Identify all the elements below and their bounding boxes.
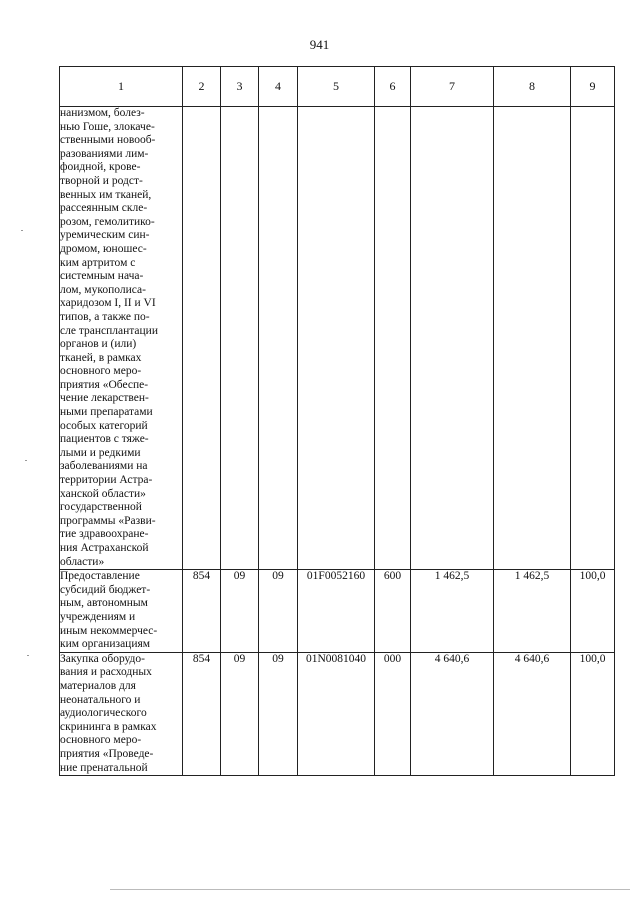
col-header-4: 4: [259, 67, 298, 107]
col-header-5: 5: [298, 67, 375, 107]
cell-col-7: [411, 107, 494, 570]
description-line: заболеваниями на: [60, 460, 148, 473]
description-line: системным нача-: [60, 270, 144, 283]
description-line: разованиями лим-: [60, 147, 149, 160]
description-line: творной и родст-: [60, 174, 143, 187]
description-line: неонатального и: [60, 693, 141, 706]
description-line: основного меро-: [60, 734, 142, 747]
cell-col-2: 854: [183, 570, 221, 653]
cell-col-8: 4 640,6: [494, 652, 571, 775]
col-header-6: 6: [375, 67, 411, 107]
cell-col-5: [298, 107, 375, 570]
description-line: приятия «Проведе-: [60, 747, 154, 760]
description-line: субсидий бюджет-: [60, 583, 151, 596]
description-line: иным некоммерчес-: [60, 624, 158, 637]
description-line: вания и расходных: [60, 666, 152, 679]
description-line: лыми и редкими: [60, 446, 141, 459]
description-line: ным, автономным: [60, 597, 148, 610]
description-line: аудиологического: [60, 707, 147, 720]
col-header-3: 3: [221, 67, 259, 107]
description-line: государственной: [60, 501, 142, 514]
description-line: учреждениям и: [60, 610, 136, 623]
cell-col-7: 4 640,6: [411, 652, 494, 775]
scan-speck: [21, 230, 23, 231]
description-line: материалов для: [60, 679, 136, 692]
description-line: ние пренатальной: [60, 761, 148, 774]
cell-col-4: 09: [259, 652, 298, 775]
cell-col-2: 854: [183, 652, 221, 775]
cell-col-5: 01N0081040: [298, 652, 375, 775]
cell-col-9: [571, 107, 615, 570]
description-line: нанизмом, болез-: [60, 107, 145, 119]
description-line: сле трансплантации: [60, 324, 158, 337]
col-header-7: 7: [411, 67, 494, 107]
table-row: [60, 107, 615, 570]
description-line: чение лекарствен-: [60, 392, 149, 405]
description-line: органов и (или): [60, 338, 137, 351]
description-line: лом, мукополиса-: [60, 283, 146, 296]
bottom-rule: [110, 889, 630, 890]
description-line: нью Гоше, злокаче-: [60, 120, 155, 133]
description-line: уремическим син-: [60, 229, 150, 242]
description-line: ким артритом с: [60, 256, 136, 269]
cell-col-2: [183, 107, 221, 570]
row-description: [60, 652, 183, 775]
cell-col-6: [375, 107, 411, 570]
cell-col-6: 000: [375, 652, 411, 775]
description-line: территории Астра-: [60, 474, 153, 487]
page-number: 941: [309, 37, 330, 52]
description-line: харидозом I, II и VI: [60, 297, 156, 310]
scan-speck: [25, 460, 27, 461]
cell-col-5: 01F0052160: [298, 570, 375, 653]
cell-col-9: 100,0: [571, 570, 615, 653]
table-row: [60, 570, 615, 653]
row-description: [60, 107, 183, 570]
col-header-1: 1: [60, 67, 183, 107]
description-line: фоидной, крове-: [60, 161, 141, 174]
header-row: [60, 67, 615, 107]
description-line: венных им тканей,: [60, 188, 152, 201]
cell-col-4: 09: [259, 570, 298, 653]
row-description: [60, 570, 183, 653]
cell-col-9: 100,0: [571, 652, 615, 775]
cell-col-3: [221, 107, 259, 570]
description-line: основного меро-: [60, 365, 142, 378]
budget-table: [59, 66, 615, 776]
description-line: типов, а также по-: [60, 310, 150, 323]
description-line: Закупка оборудо-: [60, 652, 145, 665]
cell-col-7: 1 462,5: [411, 570, 494, 653]
description-line: дромом, юношес-: [60, 242, 147, 255]
col-header-8: 8: [494, 67, 571, 107]
description-line: пациентов с тяже-: [60, 433, 149, 446]
cell-col-8: [494, 107, 571, 570]
cell-col-3: 09: [221, 652, 259, 775]
description-line: тканей, в рамках: [60, 351, 142, 364]
description-line: области»: [60, 555, 105, 568]
description-line: скрининга в рамках: [60, 720, 157, 733]
col-header-9: 9: [571, 67, 615, 107]
description-line: ственными новооб-: [60, 134, 156, 147]
description-line: ханской области»: [60, 487, 146, 500]
cell-col-4: [259, 107, 298, 570]
table-row: [60, 652, 615, 775]
description-line: Предоставление: [60, 570, 140, 583]
cell-col-8: 1 462,5: [494, 570, 571, 653]
scan-speck: [27, 655, 29, 656]
description-line: особых категорий: [60, 419, 148, 432]
description-line: программы «Разви-: [60, 514, 156, 527]
description-line: ким организациям: [60, 638, 151, 651]
description-line: приятия «Обеспе-: [60, 378, 149, 391]
cell-col-6: 600: [375, 570, 411, 653]
col-header-2: 2: [183, 67, 221, 107]
description-line: тие здравоохране-: [60, 528, 149, 541]
description-line: ными препаратами: [60, 406, 153, 419]
description-line: ния Астраханской: [60, 542, 149, 554]
description-line: розом, гемолитико-: [60, 215, 155, 228]
description-line: рассеянным скле-: [60, 202, 148, 215]
cell-col-3: 09: [221, 570, 259, 653]
